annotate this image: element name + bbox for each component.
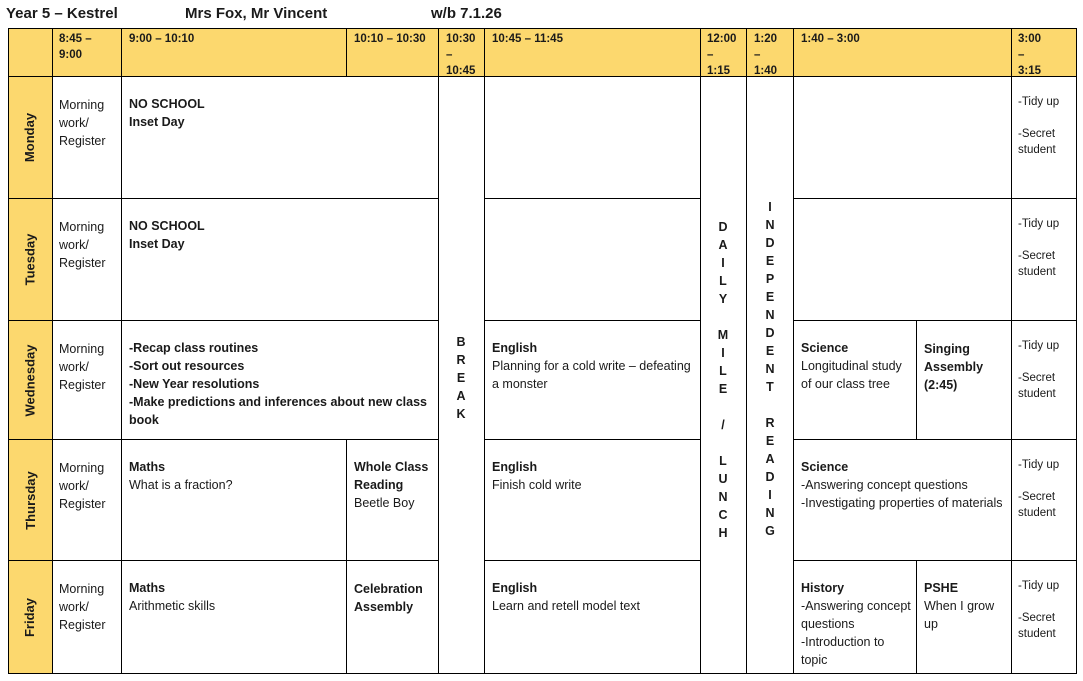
- end-of-day-friday: -Tidy up -Secret student: [1018, 580, 1060, 640]
- thursday-maths: Maths What is a fraction?: [129, 460, 233, 492]
- end-of-day-thursday: -Tidy up -Secret student: [1018, 459, 1060, 519]
- thursday-reading: Whole Class Reading Beetle Boy: [354, 460, 429, 510]
- time-header-1045: 10:45 – 11:45: [492, 33, 563, 45]
- time-header-1500: 3:00 – 3:15: [1018, 33, 1042, 77]
- morning-work-tuesday: Morning work/ Register: [59, 220, 106, 270]
- end-of-day-monday: -Tidy up -Secret student: [1018, 96, 1060, 156]
- end-of-day-wednesday: -Tidy up -Secret student: [1018, 340, 1060, 400]
- friday-pshe: PSHE When I grow up: [924, 581, 995, 631]
- tuesday-am-lesson: NO SCHOOL Inset Day: [129, 219, 205, 251]
- time-header-1010: 10:10 – 10:30: [354, 33, 426, 45]
- wednesday-science: Science Longitudinal study of our class tree: [801, 341, 902, 391]
- week-beginning: w/b 7.1.26: [431, 5, 502, 22]
- friday-english: English Learn and retell model text: [492, 581, 641, 613]
- morning-work-friday: Morning work/ Register: [59, 582, 106, 632]
- thursday-english: English Finish cold write: [492, 460, 582, 492]
- morning-work-monday: Morning work/ Register: [59, 98, 106, 148]
- day-label-tuesday: Tuesday: [22, 233, 38, 286]
- friday-celebration-assembly: Celebration Assembly: [354, 582, 423, 614]
- time-header-1340: 1:40 – 3:00: [801, 33, 860, 45]
- morning-work-thursday: Morning work/ Register: [59, 461, 106, 511]
- wednesday-english: English Planning for a cold write – defeating a monster: [492, 341, 691, 391]
- independent-reading-label: I N D E P E N D E N T R E A D I N G: [765, 200, 775, 538]
- class-title: Year 5 – Kestrel: [6, 5, 118, 22]
- time-header-1030: 10:30 – 10:45: [446, 33, 476, 77]
- friday-history: History -Answering concept questions -Introduction to topic: [801, 581, 911, 667]
- thursday-science: Science -Answering concept questions -Investigating properties of materials: [801, 460, 1003, 510]
- day-label-friday: Friday: [22, 597, 38, 637]
- day-label-thursday: Thursday: [22, 470, 38, 530]
- monday-am-lesson: NO SCHOOL Inset Day: [129, 97, 205, 129]
- day-label-wednesday: Wednesday: [22, 343, 38, 417]
- time-header-0845: 8:45 – 9:00: [59, 33, 92, 61]
- friday-maths: Maths Arithmetic skills: [129, 581, 216, 613]
- time-header-0900: 9:00 – 10:10: [129, 33, 195, 45]
- time-header-1320: 1:20 – 1:40: [754, 33, 778, 77]
- break-label: B R E A K: [456, 335, 466, 421]
- day-label-monday: Monday: [22, 112, 38, 163]
- wednesday-singing-assembly: Singing Assembly (2:45): [924, 342, 984, 392]
- time-header-1200: 12:00 – 1:15: [707, 33, 737, 77]
- wednesday-am-lesson: -Recap class routines -Sort out resources -New Year resolutions -Make predictions and inferences about new class book: [129, 341, 428, 427]
- morning-work-wednesday: Morning work/ Register: [59, 342, 106, 392]
- teacher-names: Mrs Fox, Mr Vincent: [185, 5, 328, 22]
- daily-mile-lunch-label: D A I L Y M I L E / L U N C H: [717, 220, 729, 540]
- end-of-day-tuesday: -Tidy up -Secret student: [1018, 218, 1060, 278]
